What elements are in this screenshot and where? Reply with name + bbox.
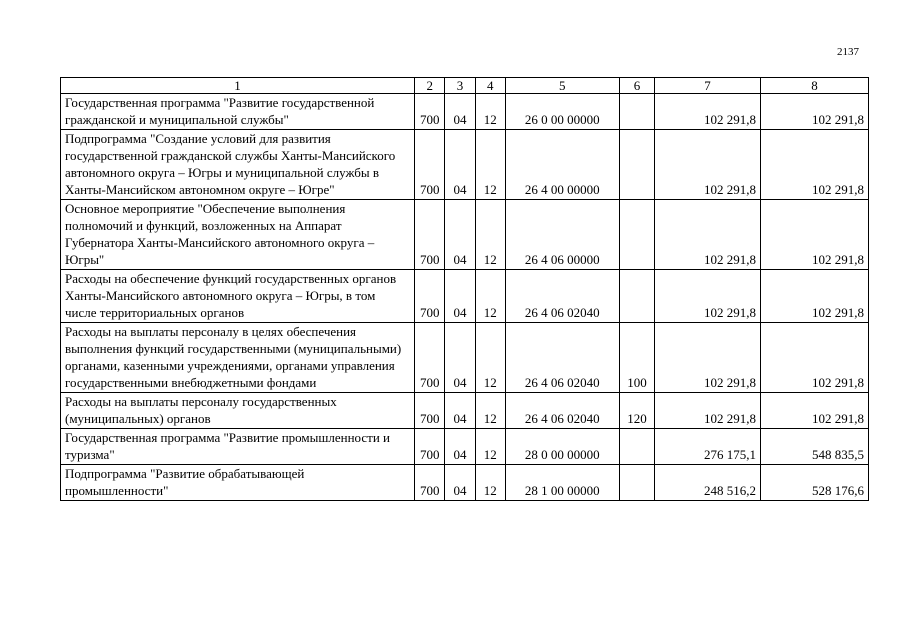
item-name-cell: Государственная программа "Развитие государственной гражданской и муниципальной службы" xyxy=(61,94,415,130)
code-cell-3: 04 xyxy=(445,465,475,501)
amount-cell-7: 102 291,8 xyxy=(655,270,761,323)
code-cell-6 xyxy=(619,200,654,270)
table-row xyxy=(61,429,869,465)
table-row xyxy=(61,94,869,130)
item-name-cell: Расходы на обеспечение функций государственных органов Ханты-Мансийского автономного округа – Югры, в том числе территориальных органов xyxy=(61,270,415,323)
code-cell-5: 26 4 00 00000 xyxy=(505,130,619,200)
code-cell-6 xyxy=(619,270,654,323)
item-name-cell: Основное мероприятие "Обеспечение выполнения полномочий и функций, возложенных на Аппарат Губернатора Ханты-Мансийского автономного округа – Югры" xyxy=(61,200,415,270)
amount-cell-8: 102 291,8 xyxy=(761,94,869,130)
item-name-cell: Расходы на выплаты персоналу в целях обеспечения выполнения функций государственными (муниципальными) органами, казенными учреждениями, органами управления государственными внебюджетными фондами xyxy=(61,323,415,393)
code-cell-5: 28 1 00 00000 xyxy=(505,465,619,501)
code-cell-6: 120 xyxy=(619,393,654,429)
amount-cell-8: 548 835,5 xyxy=(761,429,869,465)
code-cell-4: 12 xyxy=(475,429,505,465)
code-cell-4: 12 xyxy=(475,94,505,130)
code-cell-4: 12 xyxy=(475,323,505,393)
amount-cell-7: 102 291,8 xyxy=(655,393,761,429)
table-row xyxy=(61,323,869,393)
code-cell-6: 100 xyxy=(619,323,654,393)
header-cell-6: 6 xyxy=(619,78,654,94)
code-cell-4: 12 xyxy=(475,465,505,501)
code-cell-2: 700 xyxy=(415,200,445,270)
amount-cell-7: 276 175,1 xyxy=(655,429,761,465)
code-cell-3: 04 xyxy=(445,94,475,130)
code-cell-3: 04 xyxy=(445,200,475,270)
code-cell-4: 12 xyxy=(475,130,505,200)
code-cell-6 xyxy=(619,429,654,465)
table-row xyxy=(61,200,869,270)
code-cell-2: 700 xyxy=(415,130,445,200)
amount-cell-8: 102 291,8 xyxy=(761,200,869,270)
header-cell-5: 5 xyxy=(505,78,619,94)
table-row xyxy=(61,465,869,501)
code-cell-4: 12 xyxy=(475,393,505,429)
header-cell-3: 3 xyxy=(445,78,475,94)
item-name-cell: Расходы на выплаты персоналу государственных (муниципальных) органов xyxy=(61,393,415,429)
amount-cell-8: 102 291,8 xyxy=(761,323,869,393)
code-cell-6 xyxy=(619,130,654,200)
code-cell-2: 700 xyxy=(415,270,445,323)
amount-cell-7: 102 291,8 xyxy=(655,94,761,130)
budget-table xyxy=(60,77,869,501)
code-cell-6 xyxy=(619,94,654,130)
code-cell-2: 700 xyxy=(415,393,445,429)
code-cell-2: 700 xyxy=(415,323,445,393)
table-row xyxy=(61,130,869,200)
amount-cell-7: 248 516,2 xyxy=(655,465,761,501)
table-row xyxy=(61,393,869,429)
amount-cell-8: 102 291,8 xyxy=(761,393,869,429)
code-cell-5: 26 0 00 00000 xyxy=(505,94,619,130)
code-cell-4: 12 xyxy=(475,200,505,270)
code-cell-5: 26 4 06 02040 xyxy=(505,323,619,393)
amount-cell-8: 102 291,8 xyxy=(761,130,869,200)
header-cell-8: 8 xyxy=(761,78,869,94)
code-cell-5: 26 4 06 02040 xyxy=(505,393,619,429)
amount-cell-7: 102 291,8 xyxy=(655,323,761,393)
code-cell-4: 12 xyxy=(475,270,505,323)
code-cell-3: 04 xyxy=(445,270,475,323)
amount-cell-8: 528 176,6 xyxy=(761,465,869,501)
code-cell-5: 28 0 00 00000 xyxy=(505,429,619,465)
code-cell-5: 26 4 06 00000 xyxy=(505,200,619,270)
item-name-cell: Подпрограмма "Создание условий для развития государственной гражданской службы Ханты-Мансийского автономного округа – Югры и муниципальной службы в Ханты-Мансийском автономном округе – Югре" xyxy=(61,130,415,200)
table-row xyxy=(61,270,869,323)
code-cell-3: 04 xyxy=(445,130,475,200)
code-cell-5: 26 4 06 02040 xyxy=(505,270,619,323)
amount-cell-7: 102 291,8 xyxy=(655,130,761,200)
table-header-row xyxy=(61,78,869,94)
header-cell-4: 4 xyxy=(475,78,505,94)
code-cell-3: 04 xyxy=(445,393,475,429)
code-cell-6 xyxy=(619,465,654,501)
code-cell-3: 04 xyxy=(445,323,475,393)
code-cell-2: 700 xyxy=(415,429,445,465)
header-cell-1: 1 xyxy=(61,78,415,94)
code-cell-3: 04 xyxy=(445,429,475,465)
header-cell-2: 2 xyxy=(415,78,445,94)
header-cell-7: 7 xyxy=(655,78,761,94)
amount-cell-8: 102 291,8 xyxy=(761,270,869,323)
code-cell-2: 700 xyxy=(415,94,445,130)
item-name-cell: Государственная программа "Развитие промышленности и туризма" xyxy=(61,429,415,465)
amount-cell-7: 102 291,8 xyxy=(655,200,761,270)
item-name-cell: Подпрограмма "Развитие обрабатывающей промышленности" xyxy=(61,465,415,501)
code-cell-2: 700 xyxy=(415,465,445,501)
page-number: 2137 xyxy=(837,46,859,58)
